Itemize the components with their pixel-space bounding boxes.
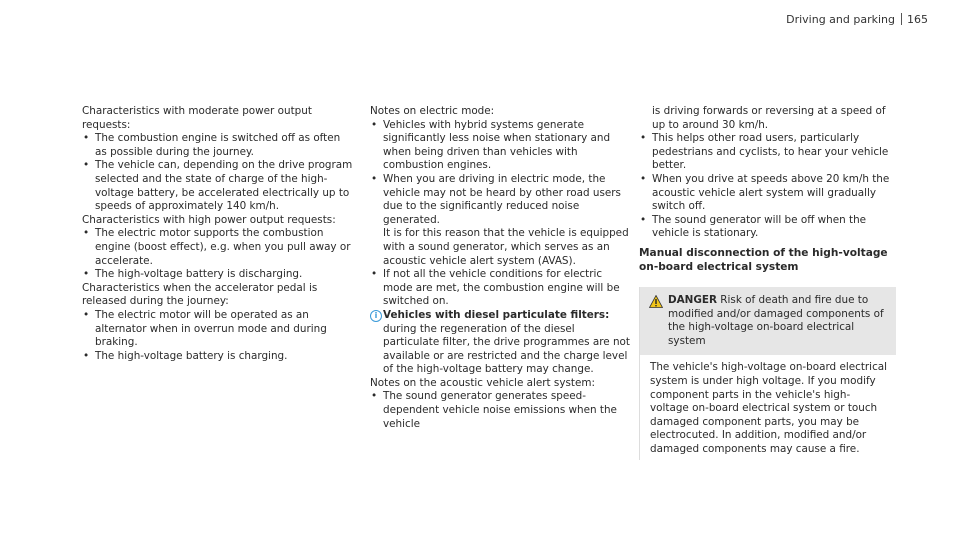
tip-text: during the regeneration of the diesel particulate filter, the drive programmes are not available or are restricted and the charge level of the high-voltage battery may change. [383,322,630,376]
bullet-list [370,390,632,431]
bullet-list [82,227,354,281]
danger-header [640,287,896,355]
list-item: • This helps other road users, particularly pedestrians and cyclists, to hear your vehicle better. [639,132,895,173]
list-item: • If not all the vehicle conditions for electric mode are met, the combustion engine will be switched on. [370,268,632,309]
info-icon: i [370,310,382,322]
section-heading: Manual disconnection of the high-voltage on-board electrical system [639,246,888,273]
page-header [786,13,928,27]
danger-box [639,287,896,461]
list-item: • The high-voltage battery is discharging. [82,268,354,282]
tip-paragraph [370,309,632,377]
danger-body: The vehicle's high-voltage on-board electrical system is under high voltage. If you modify component parts in the vehicle's high-voltage on-board electrical system or touch damaged component parts, you may be electrocuted. In addition, modified and/or damaged components may cause a fire. [650,361,888,455]
paragraph: Characteristics with high power output requests: [82,213,336,226]
list-item: • The sound generator generates speed-dependent vehicle noise emissions when the vehicle [370,390,632,431]
warning-icon [649,295,663,308]
bullet-list [82,132,354,214]
list-item-text: When you are driving in electric mode, the vehicle may not be heard by other road users due to the significantly reduced noise generated. [383,172,621,226]
page-number: 165 [907,13,928,26]
list-item [370,173,632,227]
section-title: Driving and parking [786,13,895,26]
bullet-list [82,309,354,363]
bullet-list [639,132,895,241]
tip-title: Vehicles with diesel particulate filters: [383,308,610,321]
paragraph: Characteristics with moderate power output requests: [82,105,312,131]
list-item: • When you drive at speeds above 20 km/h the acoustic vehicle alert system will gradually switch off. [639,173,895,214]
danger-label: DANGER [668,293,717,306]
danger-title: Risk of death and fire due to modified and/or damaged components of the high-voltage on-board electrical system [668,293,884,347]
list-item: • The sound generator will be off when the vehicle is stationary. [639,214,895,241]
header-divider [901,13,902,25]
column-3 [639,105,895,460]
bullet-list [370,119,632,228]
paragraph: Notes on the acoustic vehicle alert system: [370,376,595,389]
list-item: • The combustion engine is switched off as often as possible during the journey. [82,132,354,159]
list-item: • The vehicle can, depending on the drive program selected and the state of charge of the high-voltage battery, be accelerated electrically up to speeds of approximately 140 km/h. [82,159,354,213]
list-item: • The electric motor will be operated as an alternator when in overrun mode and during braking. [82,309,354,350]
column-2 [370,105,632,431]
bullet-list [370,268,632,309]
list-item-continuation: is driving forwards or reversing at a speed of up to around 30 km/h. [652,105,886,131]
paragraph: Notes on electric mode: [370,105,495,117]
list-item: • The electric motor supports the combustion engine (boost effect), e.g. when you pull away or accelerate. [82,227,354,268]
list-item: • Vehicles with hybrid systems generate significantly less noise when stationary and when being driven than vehicles with combustion engines. [370,119,632,173]
list-item-extra: It is for this reason that the vehicle is equipped with a sound generator, which serves as an acoustic vehicle alert system (AVAS). [383,227,629,267]
paragraph: Characteristics when the accelerator pedal is released during the journey: [82,281,318,308]
column-1 [82,105,354,363]
list-item: • The high-voltage battery is charging. [82,350,354,364]
